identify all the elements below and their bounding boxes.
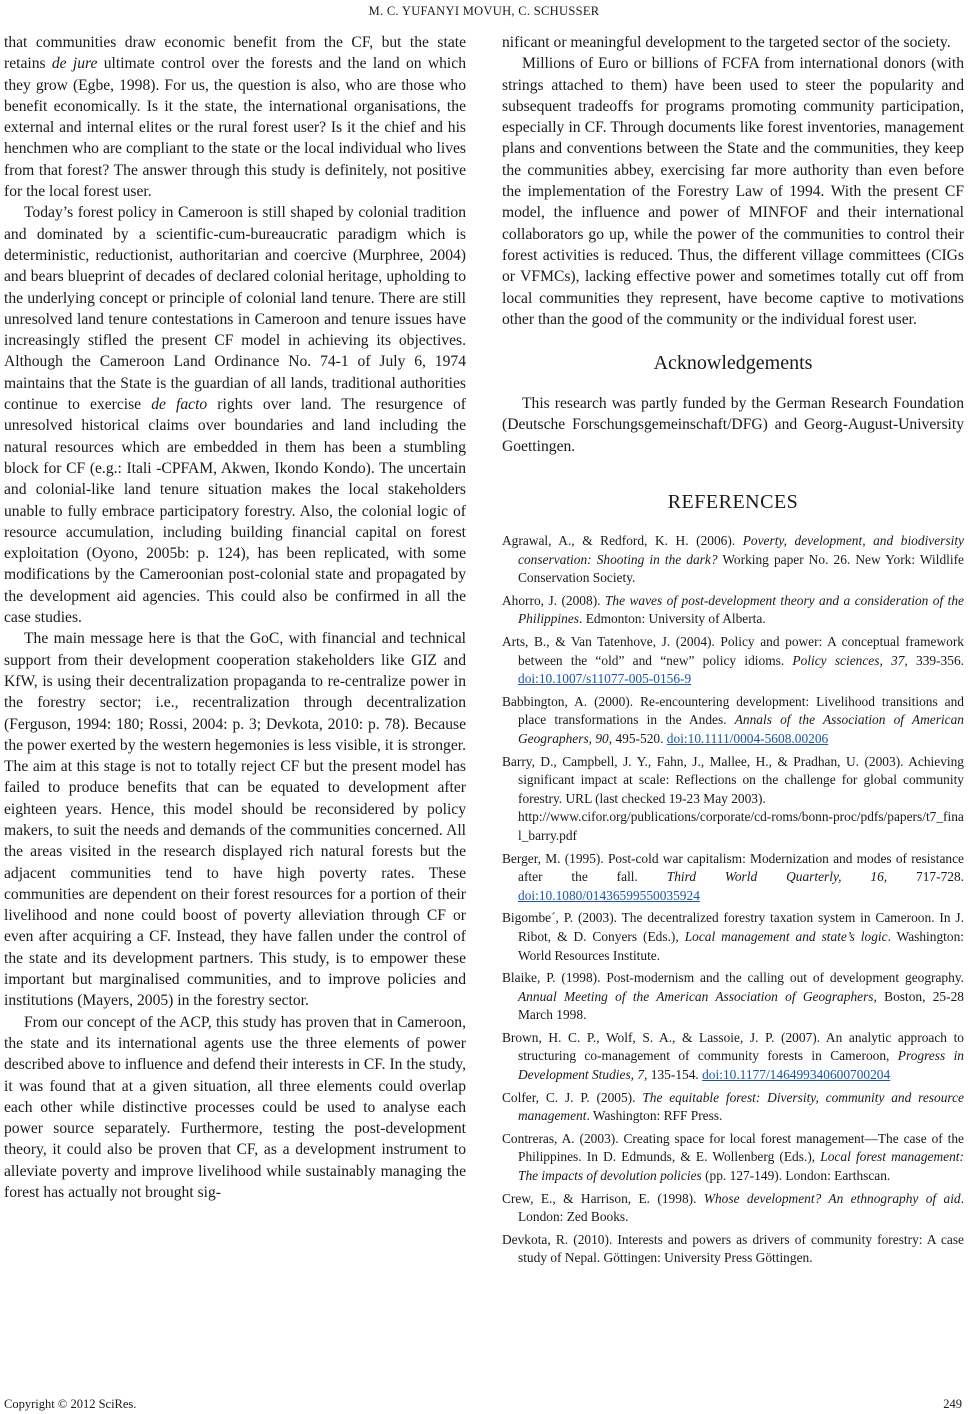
reference-item — [502, 693, 964, 749]
acknowledgements-text: This research was partly funded by the German Research Foundation (Deutsche Forschungsgemeinschaft/DFG) and Georg-August-University Goettingen. — [502, 395, 964, 455]
text-run: From our concept of the ACP, this study has proven that in Cameroon, the state and its international agents use the three elements of power described above to influence and defend their interests in CF. In the study, it was found that at a given situation, all three elements could overlap each other while distinctive processes could be used to analyse each power source separately. Furthermore, testing the post-development theory, it could also be proven that CF, as a development instrument to alleviate poverty and improve livelihood while sustainably managing the forest has actually not brought sig- — [4, 1013, 466, 1202]
text-run: 495-520. — [612, 730, 667, 746]
reference-item — [502, 850, 964, 906]
reference-item — [502, 969, 964, 1025]
url-text: http://www.cifor.org/publications/corporate/cd-roms/bonn-proc/pdfs/papers/t7_final_barry.pdf — [518, 809, 964, 843]
reference-item — [502, 1089, 964, 1126]
reference-item — [502, 532, 964, 588]
italic-text: The waves of post-development theory and a consideration of the Philippines — [518, 592, 964, 627]
text-run: . London: Zed Books. — [518, 1190, 964, 1225]
text-run: ultimate control over the forests and the land on which they grow (Egbe, 1998). For us, the question is also, who are those who benefit economically. Is it the state, the international organisations, the external and internal elites or the rural forest user? Is it the chief and his henchmen who are compliant to the state or the local individual who lives from that forest? The answer through this study is definitely, not positive for the local forest user. — [4, 55, 466, 201]
text-run: The main message here is that the GoC, with financial and technical support from their development cooperation stakeholders like GIZ and KfW, is using their decentralization propaganda to re-centralize power in the forestry sector; i.e., recentralization through decentralization (Ferguson, 1994: 180; Rossi, 2004: p. 3; Devkota, 2010: p. 78). Because the power exerted by the western hegemonies is less visible, it is stronger. The aim at this stage is not to totally reject CF but the present model has failed to produce benefits that can be equated to development after eighteen years. Hence, this model should be reconsidered by policy makers, to suit the needs and demands of the communities concerned. All the areas visited in the research displayed rich natural forests but the adjacent communities tend to have high poverty rates. These communities are dependent on their forest resources for a portion of their livelihood and none could boost of poverty alleviation through CF or even after acquiring a CF. Instead, they have fallen under the control of the state and its development partners. This study, is to empower these important but marginalised communities, and to improve policies and institutions (Mayers, 2005) in the forestry sector. — [4, 630, 466, 1010]
doi-link[interactable]: doi:10.1177/146499340600700204 — [702, 1067, 891, 1083]
reference-item — [502, 1029, 964, 1085]
italic-text: Annals of the Association of American Geographers, 90, — [518, 712, 964, 746]
text-run: Crew, E., & Harrison, E. (1998). — [502, 1190, 704, 1206]
acknowledgements-heading: Acknowledgements — [653, 352, 813, 375]
italic-text: de jure — [51, 55, 98, 73]
text-run: Berger, M. (1995). Post-cold war capitalism: Modernization and modes of resistance after the fall. — [502, 850, 964, 885]
reference-item — [502, 592, 964, 629]
italic-text: Policy sciences, 37, — [792, 652, 908, 668]
body-paragraph — [4, 628, 466, 1011]
reference-item — [502, 1130, 964, 1186]
body-paragraph — [4, 202, 466, 628]
text-run: . Edmonton: University of Alberta. — [579, 611, 766, 627]
text-run: Barry, D., Campbell, J. Y., Fahn, J., Mallee, H., & Pradhan, U. (2003). Achieving significant impact at scale: Reflections on the challenge for global community forestry. URL (last checked 19-23 May 2003). — [502, 753, 964, 806]
text-run: Blaike, P. (1998). Post-modernism and the calling out of development geography. — [502, 970, 964, 986]
reference-item — [502, 1190, 964, 1227]
italic-text: Local forest management: The impacts of devolution policies — [518, 1149, 964, 1184]
body-paragraph — [502, 32, 964, 53]
reference-item — [502, 1231, 964, 1268]
references-heading: REFERENCES — [667, 491, 799, 514]
reference-item — [502, 753, 964, 846]
text-run: Bigombe´, P. (2003). The decentralized forestry taxation system in Cameroon. In J. Ribot, & D. Conyers (Eds.), — [502, 910, 964, 944]
text-run: rights over land. The resurgence of unresolved historical claims over boundaries and land including the natural resources which are embedded in them has been a stumbling block for CF (e.g.: Itali -CPFAM, Akwen, Ikondo Kondo). The uncertain and colonial-like land tenure situation makes the local stakeholders unable to fully embrace participatory forestry. Also, the colonial logic of resource accumulation, including building financial capital on forest exploitation (Oyono, 2005b: p. 124), has been replicated, with some modifications by the Cameroonian post-colonial state and propagated by the development aid agencies. This could also be confirmed in all the case studies. — [4, 396, 466, 627]
reference-list — [502, 532, 964, 1268]
italic-text: Third World Quarterly, 16, — [666, 869, 888, 885]
text-run: Babbington, A. (2000). Re-encountering development: Livelihood transitions and place transformations in the Andes. — [502, 693, 964, 728]
copyright-notice: Copyright © 2012 SciRes. — [4, 1397, 137, 1411]
italic-text: Annual Meeting of the American Association of Geographers — [518, 988, 874, 1004]
text-run: Ahorro, J. (2008). — [502, 592, 605, 608]
reference-item — [502, 633, 964, 689]
text-run: 717-728. — [887, 869, 964, 885]
text-run: , Boston, 25-28 March 1998. — [518, 988, 964, 1023]
text-run: 135-154. — [647, 1067, 703, 1083]
italic-text: Whose development? An ethnography of aid — [703, 1190, 961, 1206]
italic-text: The equitable forest: Diversity, community and resource management — [518, 1089, 964, 1124]
text-run: Today’s forest policy in Cameroon is still shaped by colonial tradition and dominated by a scientific-cum-bureaucratic paradigm which is deterministic, reductionist, authoritarian and coercive (Murphree, 2004) and bears blueprint of decades of declared colonial heritage, upholding to the underlying concept or principle of colonial land tenure. There are still unresolved land tenure contestations in Cameroon and tenure issues have increasingly stifled the present CF model in achieving its objectives. Although the Cameroon Land Ordinance No. 74-1 of July 6, 1974 maintains that the State is the guardian of all lands, traditional authorities continue to exercise — [4, 204, 466, 414]
italic-text: Poverty, development, and biodiversity conservation: Shooting in the dark? — [518, 533, 964, 567]
text-run: . Washington: RFF Press. — [586, 1108, 723, 1124]
text-run: Arts, B., & Van Tatenhove, J. (2004). Policy and power: A conceptual framework between the “old” and “new” policy idioms. — [502, 634, 964, 668]
body-paragraph — [502, 53, 964, 330]
text-run: Brown, H. C. P., Wolf, S. A., & Lassoie, J. P. (2007). An analytic approach to structuring co-management of community forests in Cameroon, — [502, 1029, 964, 1064]
text-run: 339-356. — [907, 652, 964, 668]
italic-text: Local management and state’s logic — [684, 928, 888, 944]
text-run: . Washington: World Resources Institute. — [518, 928, 964, 963]
text-run: Contreras, A. (2003). Creating space for local forest management—The case of the Philippines. In D. Edmunds, & E. Wollenberg (Eds.), — [502, 1130, 964, 1165]
page-number: 249 — [943, 1397, 962, 1411]
body-paragraph — [4, 32, 466, 202]
running-head: M. C. YUFANYI MOVUH, C. SCHUSSER — [368, 4, 600, 18]
doi-link[interactable]: doi:10.1080/01436599550035924 — [518, 887, 700, 903]
text-run: (pp. 127-149). London: Earthscan. — [701, 1168, 891, 1184]
doi-link[interactable]: doi:10.1007/s11077-005-0156-9 — [518, 671, 692, 687]
left-column — [4, 32, 466, 1203]
italic-text: Progress in Development Studies, 7, — [518, 1048, 964, 1083]
doi-link[interactable]: doi:10.1111/0004-5608.00206 — [666, 730, 829, 746]
text-run: nificant or meaningful development to the targeted sector of the society. — [502, 34, 951, 51]
right-column — [502, 32, 964, 1272]
text-run: Millions of Euro or billions of FCFA from international donors (with strings attached to them) have been used to steer the popularity and subsequent tradeoffs for programs promoting community participation, especially in CF. Through documents like forest inventories, management plans and conventions between the State and the communities, they keep the communities abbey, exercising far more authority than even before the implementation of the Forestry Law of 1994. With the present CF model, the influence and power of MINFOF and their international collaborators go up, while the power of the communities to control their forest activities is reduced. Thus, the different village committees (CIGs or VFMCs), lacking effective power and sometimes totally cut off from local communities they represent, have become captive to motivations other than the good of the community or the individual forest user. — [502, 55, 964, 328]
body-paragraph — [4, 1012, 466, 1204]
text-run: Agrawal, A., & Redford, K. H. (2006). — [502, 533, 743, 549]
italic-text: de facto — [151, 396, 208, 414]
text-run: Working paper No. 26. New York: Wildlife Conservation Society. — [518, 551, 964, 586]
text-run: that communities draw economic benefit from the CF, but the state retains — [4, 34, 466, 73]
reference-item — [502, 909, 964, 965]
text-run: Colfer, C. J. P. (2005). — [502, 1089, 643, 1105]
text-run: Devkota, R. (2010). Interests and powers as drivers of community forestry: A case study of Nepal. Göttingen: University Press Göttingen. — [502, 1231, 964, 1266]
